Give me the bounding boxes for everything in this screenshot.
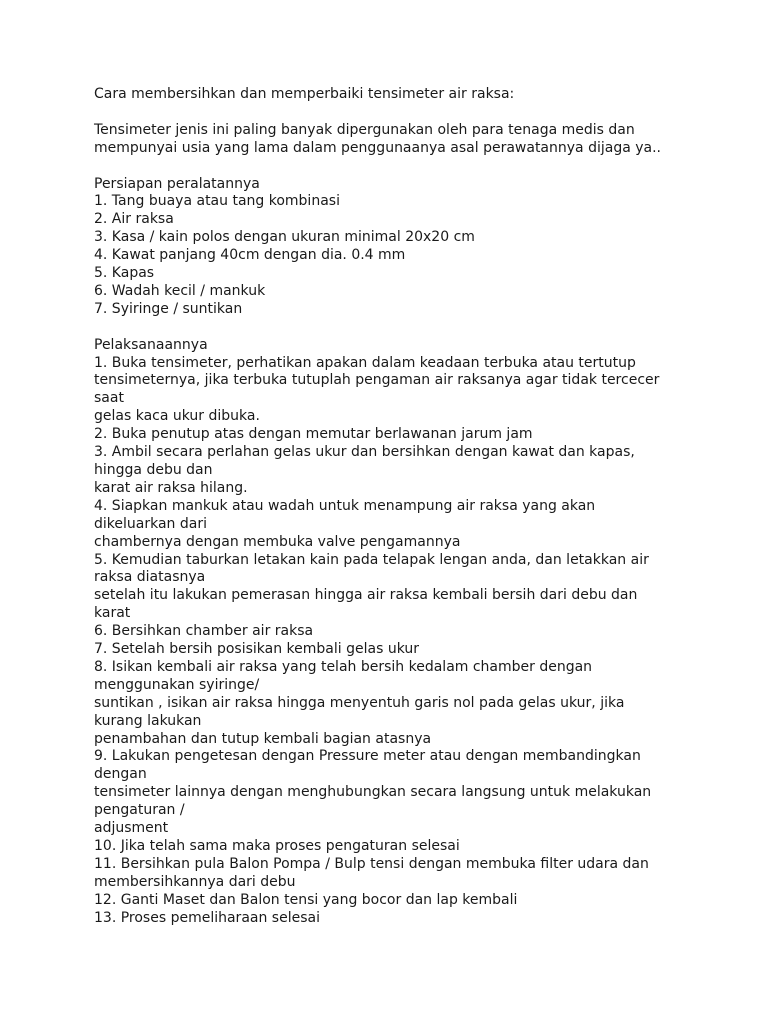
procedure-line: gelas kaca ukur dibuka. <box>94 408 260 425</box>
procedure-line: hingga debu dan <box>94 461 213 478</box>
preparation-item: 3. Kasa / kain polos dengan ukuran minimal 20x20 cm <box>94 229 475 246</box>
procedure-line: 6. Bersihkan chamber air raksa <box>94 623 314 640</box>
preparation-item: 1. Tang buaya atau tang kombinasi <box>94 193 340 210</box>
paragraph-gap <box>94 104 674 122</box>
procedure-line: 13. Proses pemeliharaan selesai <box>94 909 320 926</box>
preparation-list <box>94 193 674 318</box>
procedure-line: penambahan dan tutup kembali bagian atasnya <box>94 730 432 747</box>
procedure-line: adjusment <box>94 820 169 837</box>
procedure-line: 2. Buka penutup atas dengan memutar berlawanan jarum jam <box>94 426 533 443</box>
preparation-heading: Persiapan peralatannya <box>94 175 260 192</box>
document-page <box>94 86 674 928</box>
procedure-line: tensimeter lainnya dengan menghubungkan secara langsung untuk melakukan <box>94 784 652 801</box>
procedure-line: saat <box>94 390 124 407</box>
procedure-line: 10. Jika telah sama maka proses pengaturan selesai <box>94 838 460 855</box>
procedure-line: dengan <box>94 766 147 783</box>
procedure-line: menggunakan syiringe/ <box>94 676 260 693</box>
procedure-line: 9. Lakukan pengetesan dengan Pressure meter atau dengan membandingkan <box>94 748 641 765</box>
procedure-line: chambernya dengan membuka valve pengamannya <box>94 533 461 550</box>
procedure-heading: Pelaksanaannya <box>94 336 208 353</box>
procedure-line: dikeluarkan dari <box>94 515 207 532</box>
preparation-section <box>94 176 674 319</box>
procedure-line: 1. Buka tensimeter, perhatikan apakan dalam keadaan terbuka atau tertutup <box>94 354 636 371</box>
preparation-item: 4. Kawat panjang 40cm dengan dia. 0.4 mm <box>94 247 406 264</box>
procedure-line: karat <box>94 605 131 622</box>
preparation-item: 5. Kapas <box>94 265 155 282</box>
intro-line: Tensimeter jenis ini paling banyak dipergunakan oleh para tenaga medis dan <box>94 121 635 138</box>
procedure-line: tensimeternya, jika terbuka tutuplah pengaman air raksanya agar tidak tercecer <box>94 372 660 389</box>
procedure-line: suntikan , isikan air raksa hingga menyentuh garis nol pada gelas ukur, jika <box>94 694 625 711</box>
procedure-line: kurang lakukan <box>94 712 202 729</box>
procedure-list <box>94 355 674 928</box>
paragraph-gap <box>94 319 674 337</box>
procedure-line: 5. Kemudian taburkan letakan kain pada telapak lengan anda, dan letakkan air <box>94 551 649 568</box>
procedure-section <box>94 337 674 928</box>
procedure-line: 11. Bersihkan pula Balon Pompa / Bulp tensi dengan membuka filter udara dan <box>94 855 649 872</box>
procedure-line: raksa diatasnya <box>94 569 206 586</box>
procedure-line: 8. Isikan kembali air raksa yang telah bersih kedalam chamber dengan <box>94 658 593 675</box>
preparation-item: 6. Wadah kecil / mankuk <box>94 282 266 299</box>
intro-paragraph <box>94 122 674 158</box>
intro-line: mempunyai usia yang lama dalam penggunaanya asal perawatannya dijaga ya.. <box>94 139 661 156</box>
procedure-line: 12. Ganti Maset dan Balon tensi yang bocor dan lap kembali <box>94 891 518 908</box>
document-title: Cara membersihkan dan memperbaiki tensimeter air raksa: <box>94 86 515 102</box>
procedure-line: 7. Setelah bersih posisikan kembali gelas ukur <box>94 641 419 658</box>
procedure-line: setelah itu lakukan pemerasan hingga air raksa kembali bersih dari debu dan <box>94 587 638 604</box>
preparation-item: 7. Syiringe / suntikan <box>94 300 243 317</box>
preparation-item: 2. Air raksa <box>94 211 174 228</box>
procedure-line: karat air raksa hilang. <box>94 479 248 496</box>
procedure-line: 3. Ambil secara perlahan gelas ukur dan bersihkan dengan kawat dan kapas, <box>94 444 635 461</box>
procedure-line: membersihkannya dari debu <box>94 873 296 890</box>
paragraph-gap <box>94 158 674 176</box>
procedure-line: pengaturan / <box>94 802 185 819</box>
procedure-line: 4. Siapkan mankuk atau wadah untuk menampung air raksa yang akan <box>94 497 596 514</box>
